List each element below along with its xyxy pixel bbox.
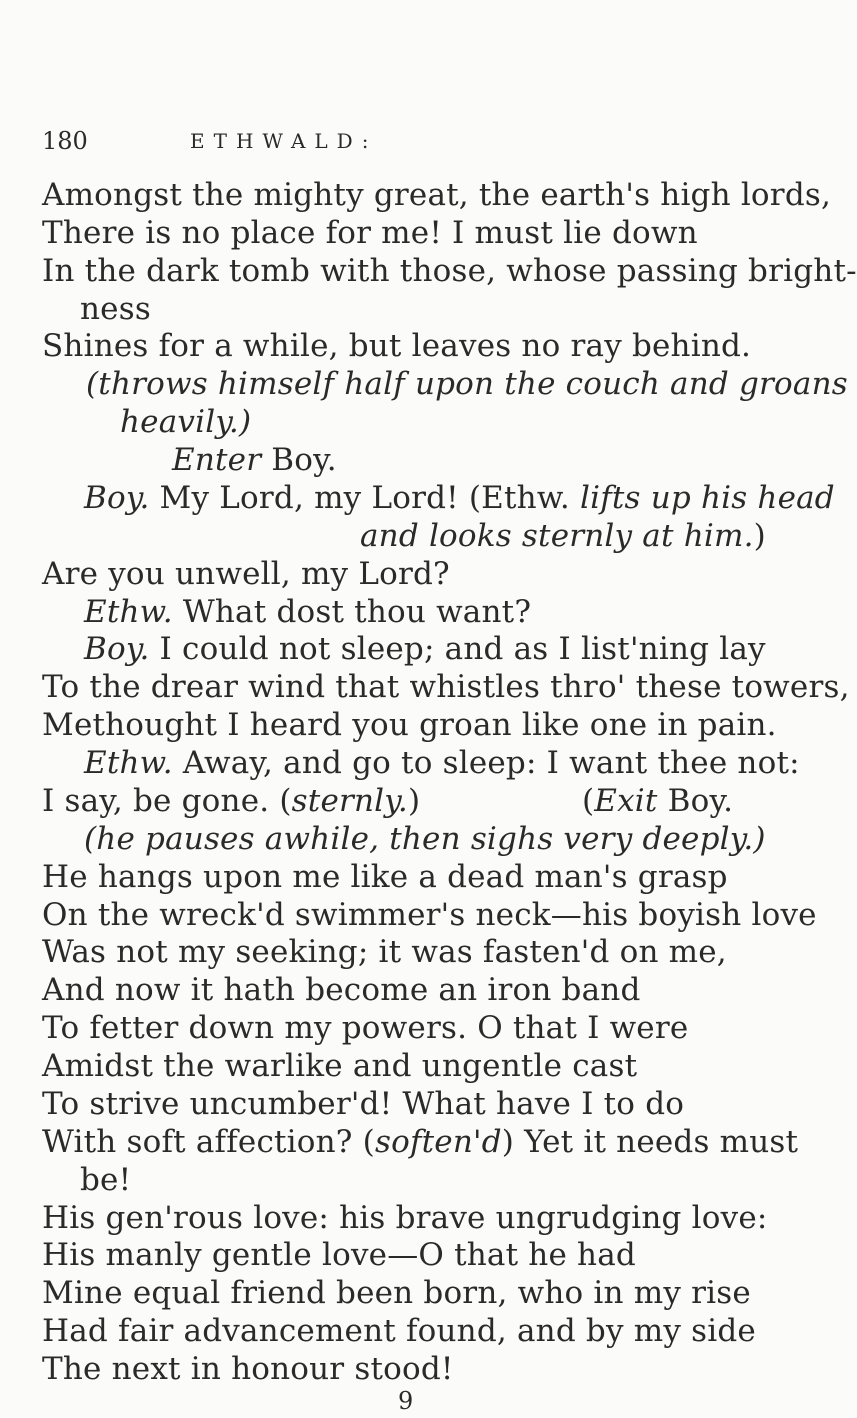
text-run: On the wreck'd swimmer's neck—his boyish love	[42, 897, 817, 933]
text-run: The next in honour stood!	[42, 1351, 454, 1387]
stage-direction-exit	[582, 782, 733, 820]
text-run: soften'd	[374, 1124, 502, 1160]
text-line	[84, 744, 800, 782]
text-run: (	[582, 783, 595, 819]
text-run: Methought I heard you groan like one in pain.	[42, 707, 777, 743]
text-run: heavily.)	[120, 404, 252, 440]
text-line	[42, 176, 831, 214]
text-run: Away, and go to sleep: I want thee not:	[172, 745, 800, 781]
text-run: I could not sleep; and as I list'ning lay	[149, 631, 766, 667]
text-run: )	[407, 783, 421, 819]
text-run: and looks sternly at him.	[360, 518, 754, 554]
text-run: To the drear wind that whistles thro' these towers,	[42, 669, 850, 705]
text-line	[42, 1009, 688, 1047]
text-line	[42, 1123, 798, 1161]
text-line	[42, 1085, 684, 1123]
text-line	[84, 593, 531, 631]
text-line	[172, 441, 337, 479]
text-line	[42, 1350, 454, 1388]
text-run: And now it hath become an iron band	[42, 972, 641, 1008]
text-line	[42, 1274, 751, 1312]
page-number: 180	[42, 127, 88, 155]
text-run: My Lord, my Lord! (Ethw.	[149, 480, 580, 516]
text-run: With soft affection? (	[42, 1124, 375, 1160]
text-run: His manly gentle love—O that he had	[42, 1237, 636, 1273]
text-run: ) Yet it needs must	[501, 1124, 799, 1160]
text-line	[42, 1199, 768, 1237]
text-line	[42, 214, 698, 252]
text-line	[120, 403, 251, 441]
text-run: Amidst the warlike and ungentle cast	[42, 1048, 638, 1084]
text-line	[84, 479, 835, 517]
text-line	[42, 555, 450, 593]
text-run: Exit	[594, 783, 658, 819]
text-run: be!	[80, 1162, 132, 1198]
text-run: Boy.	[84, 480, 150, 516]
text-line	[80, 1161, 131, 1199]
text-line	[42, 782, 420, 820]
text-line	[42, 1047, 637, 1085]
text-line	[42, 896, 817, 934]
text-line	[84, 820, 766, 858]
text-line	[84, 630, 766, 668]
text-line	[80, 290, 151, 328]
text-line	[42, 668, 850, 706]
text-run: Shines for a while, but leaves no ray behind.	[42, 328, 752, 364]
text-run: lifts up his head	[579, 480, 835, 516]
text-run: sternly.	[291, 783, 408, 819]
text-run: Are you unwell, my Lord?	[42, 556, 450, 592]
signature-mark: 9	[398, 1387, 414, 1415]
text-run: To fetter down my powers. O that I were	[42, 1010, 689, 1046]
text-run: He hangs upon me like a dead man's grasp	[42, 859, 728, 895]
text-line	[42, 858, 728, 896]
text-run: )	[753, 518, 766, 554]
text-run: What dost thou want?	[172, 594, 532, 630]
text-run: Mine equal friend been born, who in my rise	[42, 1275, 751, 1311]
running-head: ETHWALD:	[190, 129, 378, 153]
text-line	[42, 1312, 756, 1350]
text-run: To strive uncumber'd! What have I to do	[42, 1086, 685, 1122]
text-run: Enter	[172, 442, 262, 478]
text-line	[42, 1236, 636, 1274]
text-line	[86, 365, 848, 403]
text-run: (he pauses awhile, then sighs very deeply.)	[84, 821, 766, 857]
text-line	[42, 706, 777, 744]
text-run: His gen'rous love: his brave ungrudging love:	[42, 1200, 768, 1236]
text-run: I say, be gone. (	[42, 783, 292, 819]
text-run: There is no place for me! I must lie down	[42, 215, 698, 251]
text-run: Had fair advancement found, and by my side	[42, 1313, 756, 1349]
text-run: Boy.	[261, 442, 337, 478]
text-run: Ethw.	[84, 745, 173, 781]
text-run: Boy.	[657, 783, 734, 819]
text-line	[360, 517, 766, 555]
text-run: In the dark tomb with those, whose passing bright-	[42, 253, 857, 289]
text-run: Ethw.	[84, 594, 173, 630]
text-run: Was not my seeking; it was fasten'd on me,	[42, 934, 727, 970]
text-run: Boy.	[84, 631, 150, 667]
text-line	[42, 933, 727, 971]
text-line	[42, 252, 857, 290]
text-run: (throws himself half upon the couch and groans	[86, 366, 848, 402]
text-run: Amongst the mighty great, the earth's high lords,	[42, 177, 832, 213]
text-line	[42, 971, 640, 1009]
text-run: ness	[80, 291, 151, 327]
text-line	[42, 327, 751, 365]
